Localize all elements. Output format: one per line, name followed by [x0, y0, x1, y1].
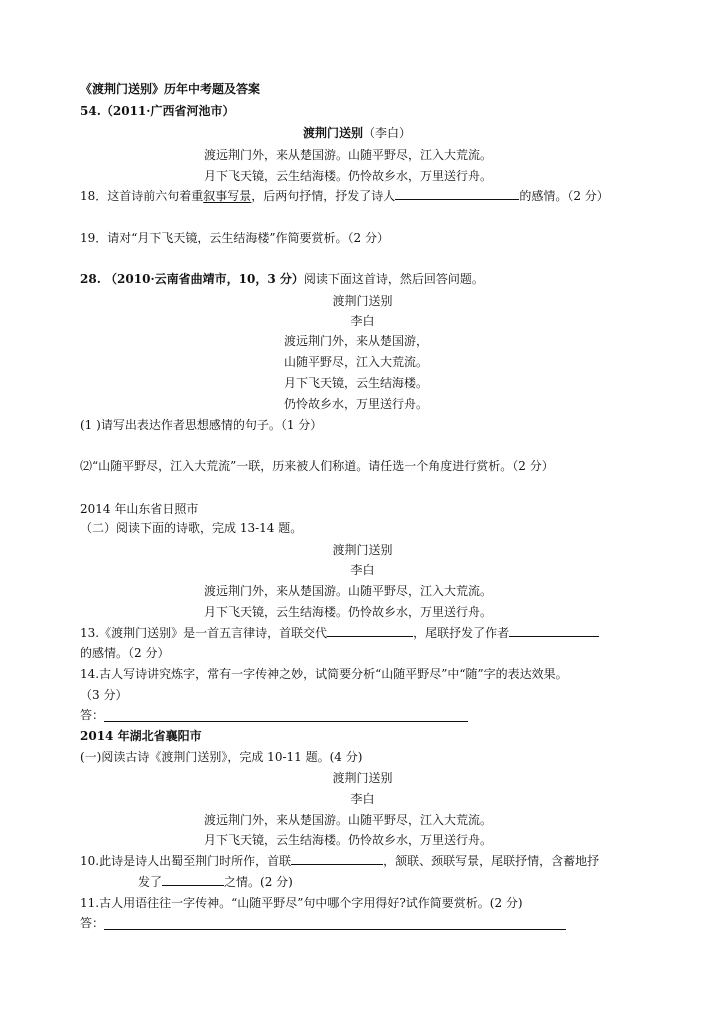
poem-line: 山随平野尽，江入大荒流。 [284, 355, 429, 369]
emphasized-text: 叙事写景 [203, 189, 252, 203]
question-11: 11.古人用语往往一字传神。“山随平野尽”句中哪个字用得好?试作简要赏析。(2 分) [80, 896, 523, 910]
section3-header: 2014 年山东省日照市 [80, 502, 199, 516]
question-1: (1 )请写出表达作者思想感情的句子。（1 分） [80, 418, 323, 432]
poem-line: 渡远荆门外，来从楚国游。山随平野尽，江入大荒流。 [204, 813, 493, 827]
answer-blank[interactable] [509, 624, 599, 637]
poem-line: 渡远荆门外，来从楚国游。山随平野尽，江入大荒流。 [204, 584, 493, 598]
poem-title: 渡荆门送别 [303, 126, 364, 140]
question-14-points: （3 分） [80, 688, 128, 702]
poem-line: 仍怜故乡水，万里送行舟。 [284, 397, 429, 411]
answer-label: 答： [80, 708, 105, 722]
poem-line: 月下飞天镜，云生结海楼。仍怜故乡水，万里送行舟。 [204, 833, 493, 847]
question-13-cont: 的感情。（2 分） [80, 646, 170, 660]
question-10-cont: 发了 之情。(2 分) [138, 875, 293, 889]
answer-blank[interactable] [162, 873, 224, 886]
answer-blank[interactable] [327, 624, 413, 637]
poem-line: 月下飞天镜，云生结海楼。 [284, 376, 429, 390]
section4-intro: (一)阅读古诗《渡荆门送别》，完成 10-11 题。(4 分) [80, 750, 363, 764]
section2-header: 28. （2010·云南省曲靖市，10，3 分）阅读下面这首诗，然后回答问题。 [80, 272, 484, 286]
poem-title: 渡荆门送别 [332, 771, 393, 785]
question-19: 19．请对“月下飞天镜，云生结海楼”作简要赏析。（2 分） [80, 231, 389, 245]
section4-header: 2014 年湖北省襄阳市 [80, 729, 202, 743]
question-18: 18．这首诗前六句着重叙事写景，后两句抒情，抒发了诗人 的感情。（2 分） [80, 189, 609, 203]
poem-author: 李白 [350, 792, 375, 806]
question-14: 14.古人写诗讲究炼字，常有一字传神之妙，试简要分析“山随平野尽”中“随”字的表达效果。 [80, 667, 568, 681]
question-2: ⑵“山随平野尽，江入大荒流”一联，历来被人们称道。请任选一个角度进行赏析。（2 分） [80, 459, 554, 473]
poem-author: 李白 [350, 314, 375, 328]
answer-label: 答： [80, 916, 105, 930]
poem-line: 渡远荆门外，来从楚国游， [284, 334, 429, 348]
question-13: 13.《渡荆门送别》是一首五言律诗，首联交代 ，尾联抒发了作者 [80, 624, 599, 642]
poem-title: 渡荆门送别 [332, 294, 393, 308]
section1-poem-heading [303, 124, 411, 142]
poem-author: 李白 [350, 563, 375, 577]
document-title: 《渡荆门送别》历年中考题及答案 [80, 82, 261, 96]
poem-author: （李白） [363, 126, 412, 140]
poem-line: 月下飞天镜，云生结海楼。仍怜故乡水，万里送行舟。 [204, 605, 493, 619]
answer-blank[interactable] [291, 852, 383, 865]
poem-line: 月下飞天镜，云生结海楼。仍怜故乡水，万里送行舟。 [204, 169, 493, 183]
question-10: 10.此诗是诗人出蜀至荆门时所作，首联 ，颔联、颈联写景，尾联抒情，含蓄地抒 [80, 854, 600, 868]
answer-blank[interactable] [395, 187, 519, 200]
poem-title: 渡荆门送别 [332, 543, 393, 557]
section1-header: 54.（2011·广西省河池市） [80, 104, 235, 118]
answer-line[interactable] [104, 929, 566, 930]
answer-line[interactable] [104, 721, 468, 722]
section3-intro: （二）阅读下面的诗歌，完成 13-14 题。 [80, 521, 303, 535]
poem-line: 渡远荆门外，来从楚国游。山随平野尽，江入大荒流。 [204, 148, 493, 162]
